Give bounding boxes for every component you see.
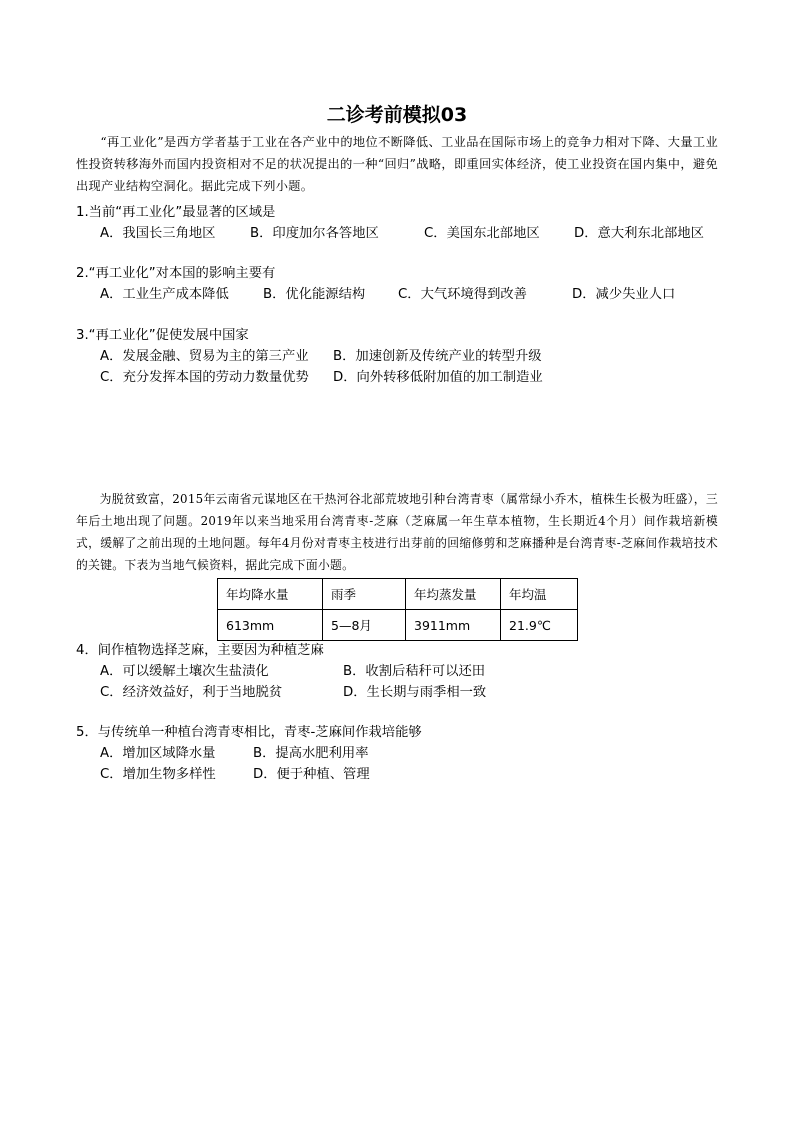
table-cell: 5—8月: [323, 610, 406, 641]
option-c: C．充分发挥本国的劳动力数量优势: [100, 370, 309, 385]
question-stem: 5．与传统单一种植台湾青枣相比，青枣-芝麻间作栽培能够: [76, 725, 422, 740]
option-row: [100, 367, 736, 388]
passage-reindustrialization: “再工业化”是西方学者基于工业在各产业中的地位不断降低、工业品在国际市场上的竞争力相对下降、大量工业性投资转移海外而国内投资相对不足的状况提出的一种“回归”战略，即重回实体经济，使工业投资在国内集中，避免出现产业结构空洞化。据此完成下列小题。: [76, 135, 718, 193]
option-a: A．发展金融、贸易为主的第三产业: [100, 349, 309, 364]
option-b: B．印度加尔各答地区: [250, 226, 379, 241]
table-header-cell: 雨季: [323, 579, 406, 610]
question-stem: 3.“再工业化”促使发展中国家: [76, 328, 249, 343]
option-a: A．可以缓解土壤次生盐渍化: [100, 664, 269, 679]
option-b: B．加速创新及传统产业的转型升级: [333, 349, 542, 364]
option-a: A．我国长三角地区: [100, 226, 216, 241]
option-d: D．减少失业人口: [572, 287, 676, 302]
question-3: [76, 325, 736, 388]
option-c: C．美国东北部地区: [424, 226, 540, 241]
table-header-cell: 年均温: [501, 579, 578, 610]
option-row: [100, 764, 736, 785]
option-row: [100, 346, 736, 367]
question-1: [76, 202, 736, 244]
option-row: [100, 743, 736, 764]
option-b: B．收割后秸秆可以还田: [343, 664, 486, 679]
option-d: D．意大利东北部地区: [574, 226, 704, 241]
option-d: D．生长期与雨季相一致: [343, 685, 487, 700]
question-4: [76, 640, 736, 703]
table-header-cell: 年均蒸发量: [406, 579, 501, 610]
table-header-row: [218, 579, 578, 610]
question-5: [76, 722, 736, 785]
page-title: 二诊考前模拟03: [326, 104, 468, 126]
option-row: [100, 682, 736, 703]
option-b: B．优化能源结构: [263, 287, 366, 302]
option-c: C．大气环境得到改善: [398, 287, 527, 302]
climate-table: [217, 578, 578, 641]
option-row: [100, 223, 736, 244]
option-a: A．工业生产成本降低: [100, 287, 229, 302]
option-c: C．经济效益好，利于当地脱贫: [100, 685, 283, 700]
question-stem: 1.当前“再工业化”最显著的区域是: [76, 205, 276, 220]
table-cell: 21.9℃: [501, 610, 578, 641]
option-a: A．增加区域降水量: [100, 746, 216, 761]
table-header-cell: 年均降水量: [218, 579, 323, 610]
option-d: D．便于种植、管理: [253, 767, 370, 782]
option-row: [100, 284, 736, 305]
option-b: B．提高水肥利用率: [253, 746, 369, 761]
option-c: C．增加生物多样性: [100, 767, 216, 782]
question-stem: 2.“再工业化”对本国的影响主要有: [76, 266, 276, 281]
question-stem: 4．间作植物选择芝麻，主要因为种植芝麻: [76, 643, 324, 658]
option-d: D．向外转移低附加值的加工制造业: [333, 370, 543, 385]
table-cell: 3911mm: [406, 610, 501, 641]
question-2: [76, 263, 736, 305]
table-row: [218, 610, 578, 641]
passage-jujube-sesame: 为脱贫致富，2015年云南省元谋地区在干热河谷北部荒坡地引种台湾青枣（属常绿小乔木，植株生长极为旺盛），三年后土地出现了问题。2019年以来当地采用台湾青枣-芝麻（芝麻属一年生草本植物，生长期近4个月）间作栽培新模式，缓解了之前出现的土地问题。每年4月份对青枣主枝进行出芽前的回缩修剪和芝麻播种是台湾青枣-芝麻间作栽培技术的关键。下表为当地气候资料，据此完成下面小题。: [76, 492, 718, 572]
table-cell: 613mm: [218, 610, 323, 641]
option-row: [100, 661, 736, 682]
